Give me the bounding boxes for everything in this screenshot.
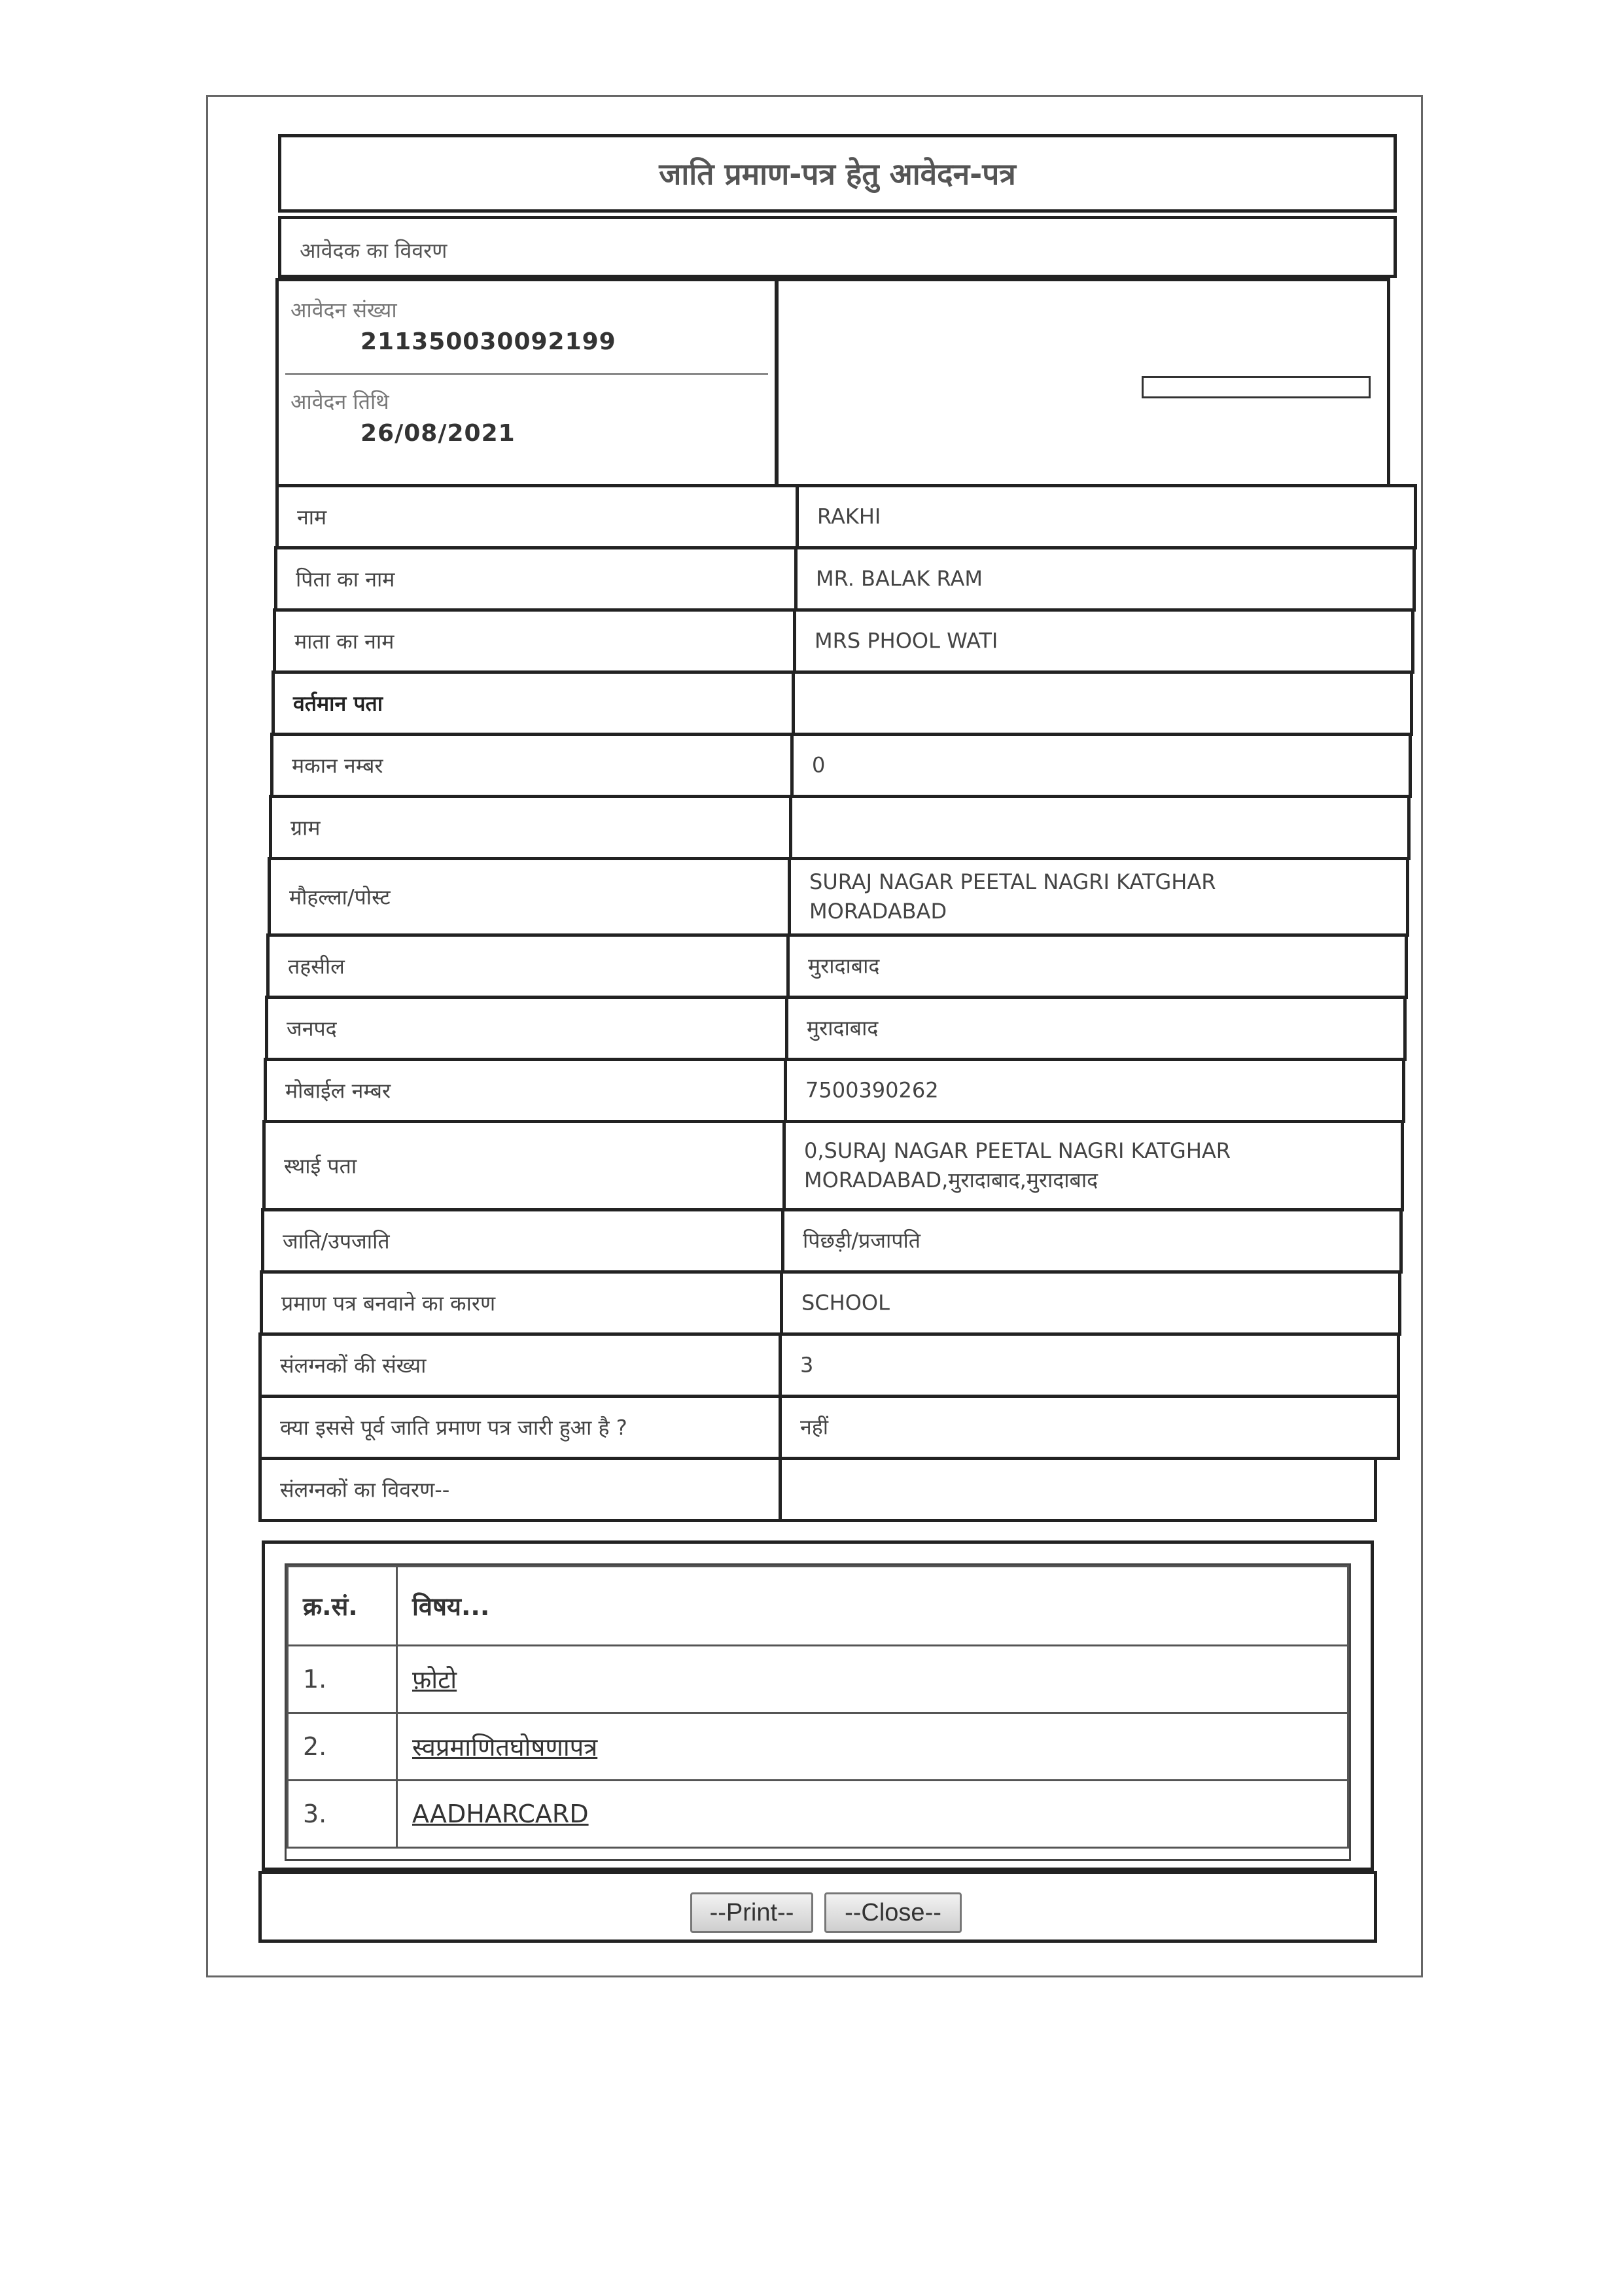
row-label: स्थाई पता <box>284 1153 357 1179</box>
attachment-cell <box>397 1646 1348 1713</box>
row-attachment-count <box>258 1332 1397 1398</box>
row-tehsil <box>266 933 1405 999</box>
row-value: 0,SURAJ NAGAR PEETAL NAGRI KATGHAR MORADABAD,मुरादाबाद,मुरादाबाद <box>804 1138 1231 1192</box>
row-label: संलग्नकों का विवरण-- <box>280 1477 450 1503</box>
table-row <box>288 1713 1348 1781</box>
row-label: क्या इससे पूर्व जाति प्रमाण पत्र जारी हुआ है ? <box>280 1415 627 1440</box>
row-value: SCHOOL <box>801 1290 890 1315</box>
attachments-box <box>262 1540 1374 1871</box>
row-label: जनपद <box>287 1016 337 1041</box>
row-value: मुरादाबाद <box>808 953 880 979</box>
section-heading: आवेदक का विवरण <box>300 238 447 263</box>
attachments-table-frame <box>285 1563 1351 1861</box>
table-row <box>288 1646 1348 1713</box>
row-label: नाम <box>297 504 327 530</box>
row-value: 7500390262 <box>805 1077 939 1103</box>
row-value: नहीं <box>800 1414 829 1440</box>
column-header-subject: विषय... <box>397 1567 1348 1646</box>
row-value: 0 <box>812 752 826 778</box>
serial-number: 2. <box>288 1713 397 1781</box>
row-attachment-details <box>258 1457 1377 1522</box>
print-button[interactable]: --Print-- <box>690 1892 813 1933</box>
row-permanent-address <box>262 1120 1401 1211</box>
serial-number: 1. <box>288 1646 397 1713</box>
row-locality <box>268 857 1406 937</box>
row-value: मुरादाबाद <box>807 1015 879 1041</box>
row-current-address <box>272 670 1410 736</box>
section-heading-box <box>278 216 1397 278</box>
row-label: जाति/उपजाति <box>283 1228 390 1254</box>
application-number: 211350030092199 <box>360 328 616 355</box>
row-village <box>269 795 1407 860</box>
row-district <box>265 996 1403 1061</box>
row-mobile-number <box>264 1058 1402 1123</box>
row-label: मकान नम्बर <box>292 753 383 778</box>
photo-area <box>775 278 1390 487</box>
application-date-label: आवेदन तिथि <box>290 389 389 414</box>
form-title-box <box>278 134 1397 213</box>
blank-field <box>1142 376 1371 398</box>
row-value: 3 <box>800 1352 814 1378</box>
row-value: MRS PHOOL WATI <box>815 628 998 653</box>
attachment-cell <box>397 1781 1348 1848</box>
table-row <box>288 1781 1348 1848</box>
form-title: जाति प्रमाण-पत्र हेतु आवेदन-पत्र <box>659 156 1016 192</box>
row-label: तहसील <box>288 954 345 979</box>
attachment-link-photo[interactable]: फ़ोटो <box>412 1665 457 1694</box>
close-button[interactable]: --Close-- <box>824 1892 962 1933</box>
row-mother-name <box>273 608 1411 674</box>
attachment-cell <box>397 1713 1348 1781</box>
row-father-name <box>274 546 1412 612</box>
row-label: वर्तमान पता <box>293 691 383 716</box>
row-value: SURAJ NAGAR PEETAL NAGRI KATGHAR MORADABAD <box>809 869 1216 924</box>
column-header-serial: क्र.सं. <box>288 1567 397 1646</box>
row-label: मोबाईल नम्बर <box>285 1078 391 1104</box>
row-previous-certificate <box>258 1395 1397 1460</box>
row-reason <box>260 1270 1398 1336</box>
row-label: संलग्नकों की संख्या <box>280 1353 427 1378</box>
row-label: प्रमाण पत्र बनवाने का कारण <box>281 1291 496 1316</box>
row-label: ग्राम <box>290 815 321 841</box>
button-bar <box>258 1871 1377 1943</box>
row-label: माता का नाम <box>294 629 395 654</box>
row-caste <box>261 1208 1399 1274</box>
row-value: MR. BALAK RAM <box>816 566 983 591</box>
divider <box>285 373 768 375</box>
application-date: 26/08/2021 <box>360 420 516 447</box>
row-name <box>275 484 1414 549</box>
serial-number: 3. <box>288 1781 397 1848</box>
row-value: पिछड़ी/प्रजापति <box>803 1228 921 1253</box>
row-label: पिता का नाम <box>296 566 395 592</box>
application-form <box>258 134 1400 1943</box>
attachments-table <box>287 1565 1349 1849</box>
row-value: RAKHI <box>817 504 881 529</box>
attachment-link-aadhar[interactable]: AADHARCARD <box>412 1800 589 1828</box>
row-house-number <box>270 733 1409 798</box>
table-header-row <box>288 1567 1348 1646</box>
row-label: मौहल्ला/पोस्ट <box>289 884 391 910</box>
application-number-label: आवेदन संख्या <box>290 298 397 322</box>
application-info <box>275 278 778 487</box>
attachment-link-self-declaration[interactable]: स्वप्रमाणितघोषणापत्र <box>412 1733 598 1762</box>
